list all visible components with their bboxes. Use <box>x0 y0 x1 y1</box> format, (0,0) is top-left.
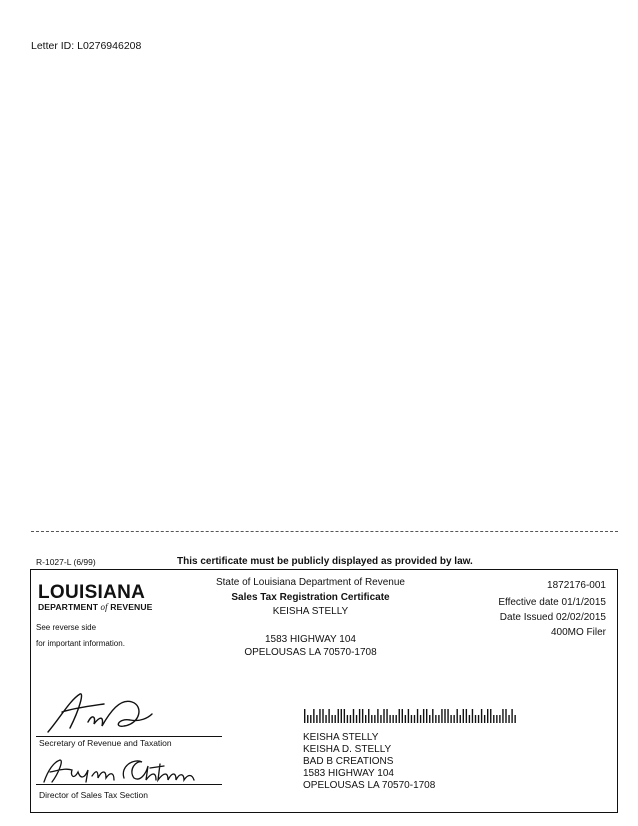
barcode-bar <box>371 715 372 723</box>
barcode-bar <box>405 715 406 723</box>
barcode-bar <box>484 715 485 723</box>
barcode-bar <box>380 715 381 723</box>
barcode-bar <box>438 715 439 723</box>
barcode-bar <box>414 715 415 723</box>
barcode-bar <box>487 709 488 723</box>
barcode-bar <box>423 709 424 723</box>
logo-dept-suffix: REVENUE <box>110 602 153 612</box>
signature-line-1 <box>36 736 222 737</box>
barcode-bar <box>307 715 308 723</box>
barcode-bar <box>325 715 326 723</box>
director-signature <box>38 756 198 786</box>
barcode-bar <box>493 715 494 723</box>
barcode-bar <box>460 715 461 723</box>
display-notice: This certificate must be publicly displayed as provided by law. <box>177 556 473 567</box>
form-number: R-1027-L (6/99) <box>36 557 96 567</box>
logo-dept-of: of <box>100 602 108 612</box>
see-reverse-line2: for important information. <box>36 639 125 648</box>
barcode-bar <box>319 709 320 723</box>
barcode-bar <box>368 709 369 723</box>
barcode-bar <box>420 715 421 723</box>
barcode-bar <box>417 709 418 723</box>
barcode-bar <box>490 709 491 723</box>
mailing-line: BAD B CREATIONS <box>303 756 394 767</box>
barcode-bar <box>426 709 427 723</box>
barcode-bar <box>356 715 357 723</box>
barcode-bar <box>328 709 329 723</box>
logo-state: LOUISIANA <box>38 582 146 603</box>
barcode-bar <box>435 715 436 723</box>
address-line1: 1583 HIGHWAY 104 <box>265 634 356 645</box>
mailing-line: KEISHA STELLY <box>303 732 379 743</box>
barcode-bar <box>478 715 479 723</box>
barcode-bar <box>457 709 458 723</box>
logo-department <box>38 602 153 612</box>
barcode-bar <box>466 709 467 723</box>
see-reverse-line1: See reverse side <box>36 623 97 632</box>
holder-name: KEISHA STELLY <box>272 606 349 617</box>
louisiana-revenue-logo <box>38 584 153 612</box>
signature-line-2 <box>36 784 222 785</box>
letter-id: Letter ID: L0276946208 <box>31 40 142 52</box>
barcode-bar <box>441 709 442 723</box>
barcode-bar <box>447 709 448 723</box>
barcode-bar <box>444 709 445 723</box>
barcode-bar <box>304 709 305 723</box>
account-number: 1872176-001 <box>547 580 606 591</box>
barcode-bar <box>399 709 400 723</box>
barcode-bar <box>353 709 354 723</box>
mailing-line: 1583 HIGHWAY 104 <box>303 768 394 779</box>
certificate-title: Sales Tax Registration Certificate <box>231 592 390 603</box>
barcode-bar <box>362 709 363 723</box>
barcode-bar <box>383 709 384 723</box>
tear-line <box>31 531 618 532</box>
barcode-bar <box>396 715 397 723</box>
barcode-bar <box>463 709 464 723</box>
barcode-bar <box>408 709 409 723</box>
barcode-bar <box>450 715 451 723</box>
date-issued: Date Issued 02/02/2015 <box>499 612 606 623</box>
barcode-bar <box>338 709 339 723</box>
barcode-bar <box>350 715 351 723</box>
barcode-bar <box>402 709 403 723</box>
effective-date: Effective date 01/1/2015 <box>498 597 606 608</box>
barcode-bar <box>511 709 512 723</box>
mailing-line: OPELOUSAS LA 70570-1708 <box>303 780 436 791</box>
barcode-bar <box>453 715 454 723</box>
agency-name: State of Louisiana Department of Revenue <box>215 577 405 588</box>
postal-barcode <box>304 709 520 723</box>
barcode-bar <box>374 715 375 723</box>
barcode-bar <box>344 709 345 723</box>
barcode-bar <box>505 709 506 723</box>
barcode-bar <box>475 715 476 723</box>
barcode-bar <box>347 715 348 723</box>
secretary-signature <box>40 688 160 738</box>
address-line2: OPELOUSAS LA 70570-1708 <box>244 647 377 658</box>
barcode-bar <box>392 715 393 723</box>
barcode-bar <box>335 715 336 723</box>
barcode-bar <box>496 715 497 723</box>
barcode-bar <box>313 709 314 723</box>
barcode-bar <box>481 709 482 723</box>
mailing-address <box>303 732 435 792</box>
barcode-bar <box>469 715 470 723</box>
barcode-bar <box>429 715 430 723</box>
barcode-bar <box>411 715 412 723</box>
mailing-line: KEISHA D. STELLY <box>303 744 392 755</box>
barcode-bar <box>389 715 390 723</box>
barcode-bar <box>316 715 317 723</box>
secretary-title: Secretary of Revenue and Taxation <box>39 738 172 748</box>
barcode-bar <box>310 715 311 723</box>
barcode-bar <box>331 715 332 723</box>
barcode-bar <box>377 709 378 723</box>
barcode-bar <box>359 709 360 723</box>
barcode-bar <box>502 709 503 723</box>
barcode-bar <box>508 715 509 723</box>
logo-dept-prefix: DEPARTMENT <box>38 602 99 612</box>
barcode-bar <box>341 709 342 723</box>
barcode-bar <box>514 715 515 723</box>
director-title: Director of Sales Tax Section <box>39 790 148 800</box>
filer-type: 400MO Filer <box>550 627 606 638</box>
barcode-bar <box>322 709 323 723</box>
barcode-bar <box>365 715 366 723</box>
barcode-bar <box>386 709 387 723</box>
barcode-bar <box>432 709 433 723</box>
barcode-bar <box>499 715 500 723</box>
barcode-bar <box>472 709 473 723</box>
